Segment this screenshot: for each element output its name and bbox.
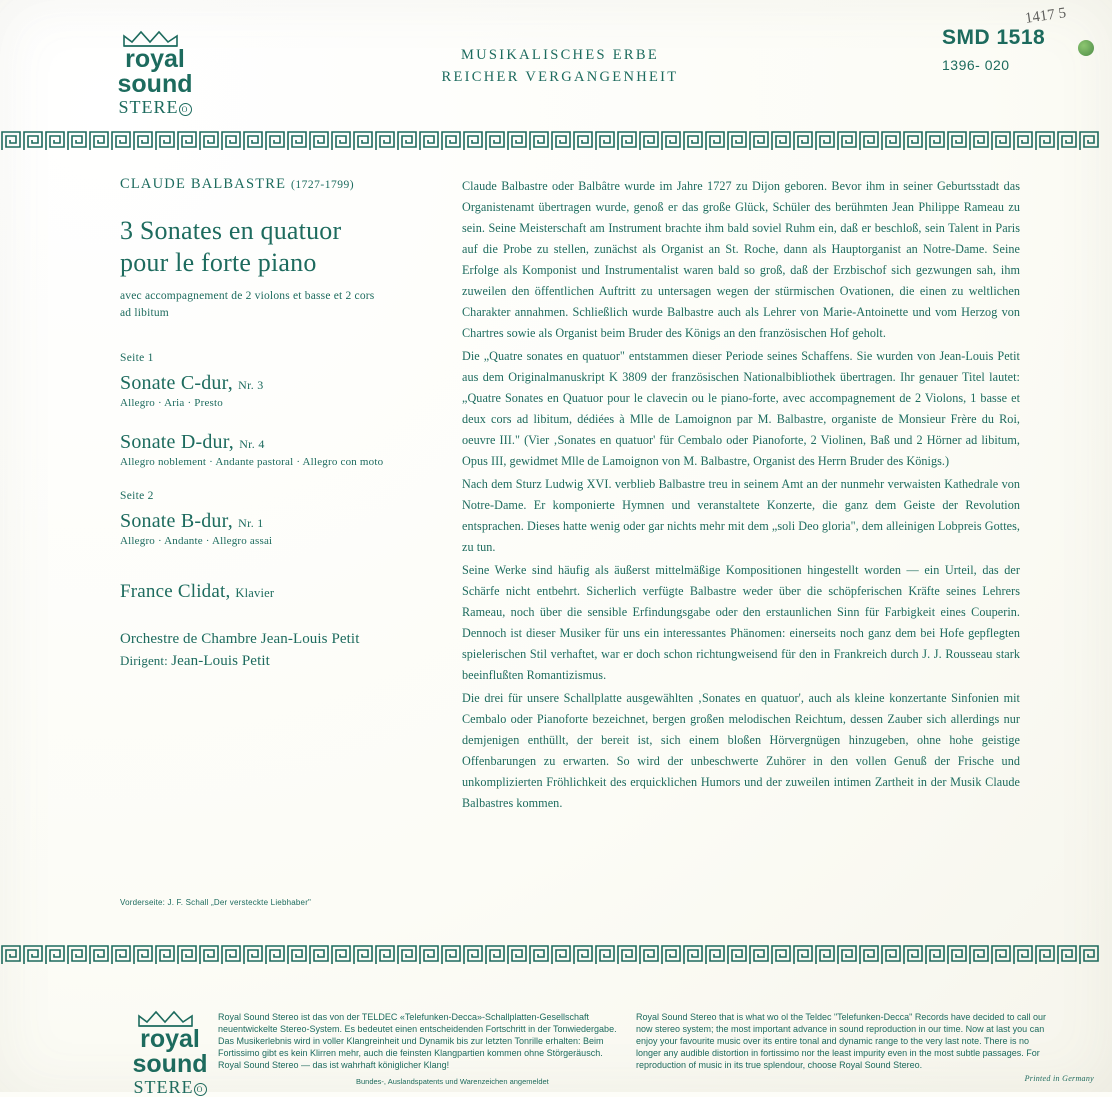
track-number: Nr. 3 [238, 377, 264, 392]
brand-name-bottom: royal sound [132, 1025, 208, 1078]
track-item [120, 431, 420, 468]
stereo-label-bottom: STERE O [100, 1078, 240, 1096]
track-title-text: Sonate D-dur, [120, 430, 234, 453]
track-movements: Allegro noblement · Andante pastoral · Allegro con moto [120, 455, 384, 468]
liner-notes-paragraph: Die „Quatre sonates en quatuor" entstammen dieser Periode seines Schaffens. Sie wurden von Jean-Louis Petit aus dem Originalmanuskript K 3809 der französischen Nationalbibliothek übertragen. Ihr genauer Titel lautet: „Quatre Sonates en Quatuor pour le clavecin ou le piano-forte, avec accompagnement de 2 Violons, 1 basse et deux cors ad libitum, dédiées à Mlle de Lamoignon par M. Balbastre, organiste de Monsieur Frère du Roi, oeuvre III." (Vier ‚Sonates en quatuor' für Cembalo oder Pianoforte, 2 Violinen, Baß und 2 Hörner ad libitum, Opus III, gewidmet Mlle de Lamoignon von M. Balbastre, Organist des Herrn Bruder des Königs.) [462, 348, 1020, 468]
stereo-label-top: STERE O [85, 98, 225, 116]
liner-notes-paragraph: Die drei für unsere Schallplatte ausgewählten ‚Sonates en quatuor', auch als kleine konzertante Sinfonien mit Cembalo oder Pianoforte bezeichnet, bergen großen melodischen Reichtum, dessen Zauber sich allerdings nur demjenigen enthüllt, der bereit ist, sich einem bloßen Hörvergnügen hinzugeben, ohne hohe geistige Offenbarungen zu erwarten. So wird der unbeschwerte Zuhörer in den vollen Genuß der Frische und unkomplizierten Fröhlichkeit des erquicklichen Humors und der zuweilen intimen Zartheit in der Musik Claude Balbastres kommen. [462, 690, 1020, 810]
track-title-text: Sonate B-dur, [120, 509, 233, 532]
header-tagline [380, 44, 740, 89]
liner-notes-paragraph: Claude Balbastre oder Balbâtre wurde im Jahre 1727 zu Dijon geboren. Bevor ihm in seiner Geburtsstadt das Organistenamt übertragen wurde, genoß er das große Glück, Schüler des berühmten Jean Philippe Rameau zu sein. Seine Meisterschaft am Instrument brachte ihm bald soviel Ruhm ein, daß er beschloß, sein Talent in Paris auf die Probe zu stellen, zunächst als Organist an St. Roche, dann als Hauptorganist an Notre-Dame. Seine Erfolge als Komponist und Instrumentalist waren bald so groß, daß der Erzbischof sich gezwungen sah, ihm zuweilen den öffentlichen Auftritt zu untersagen wegen der stürmischen Ovationen, die einen zu weltlichen Charakter annahmen. Schließlich wurde Balbastre auch als Lehrer von Marie-Antoinette und vom Herzog von Chartres sowie als Organist beim Bruder des Königs an den französischen Hof geholt. [462, 179, 1020, 340]
track-title [120, 372, 420, 395]
liner-notes [462, 176, 1020, 816]
work-title-line-2: pour le forte piano [120, 247, 317, 277]
catalog-number: SMD 1518 [942, 26, 1046, 49]
liner-notes-paragraph: Seine Werke sind häufig als äußerst mittelmäßige Kompositionen hingestellt worden — ein Urteil, das der Schärfe nicht entbehrt. Sicherlich verfügte Balbastre weder über die schöpferischen Kräfte seines Lehrers Rameau, noch über die sensible Erfindungsgabe oder den erstaunlichen Sinn für Farbigkeit eines Couperin. Dennoch ist dieser Musiker für uns ein interessantes Phänomen: einerseits noch ganz dem bei Hofe gepflegten spielerischen Stil verhaftet, war er doch schon richtungweisend für den in Frankreich durch J. J. Rousseau stark beeinflußten Romantizismus. [462, 562, 1020, 682]
soloist-line [120, 581, 420, 603]
ensemble-block [120, 629, 420, 673]
tagline-line-1: MUSIKALISCHES ERBE [460, 47, 660, 63]
soloist-name: France Clidat, [120, 580, 231, 602]
stereo-o-icon: O [179, 103, 192, 116]
work-subtitle [120, 288, 420, 321]
track-item [120, 510, 420, 547]
conductor-label: Dirigent: [120, 652, 168, 668]
composer-name: CLAUDE BALBASTRE [120, 176, 287, 192]
track-movements: Allegro · Andante · Allegro assai [120, 534, 273, 547]
side-2-label: Seite 2 [120, 489, 154, 502]
track-title [120, 431, 420, 454]
liner-notes-paragraph: Nach dem Sturz Ludwig XVI. verblieb Balbastre treu in seinem Amt an der nunmehr verwaisten Kathedrale von Notre-Dame. Er komponierte Hymnen und veranstaltete Konzerte, die ganz dem Geiste der Revolution entsprachen. Dieses hatte wenig oder gar nichts mehr mit dem „soli Deo gloria", dem alleinigen Lobpreis Gottes, zu tun. [462, 476, 1020, 554]
track-movements: Allegro · Aria · Presto [120, 396, 223, 409]
patent-notice: Bundes-, Auslandspatents und Warenzeichen angemeldet [356, 1077, 549, 1086]
track-number: Nr. 1 [238, 515, 264, 530]
tracklist-column [120, 176, 420, 672]
work-subtitle-line-2: ad libitum [120, 307, 169, 320]
catalog-block [942, 26, 1082, 73]
conductor-line [120, 651, 420, 673]
ensemble-name: Orchestre de Chambre Jean-Louis Petit [120, 630, 360, 647]
handwritten-annotation: 1417 5 [1023, 5, 1067, 27]
track-title [120, 510, 420, 533]
track-number: Nr. 4 [239, 436, 265, 451]
conductor-name: Jean-Louis Petit [171, 652, 270, 669]
greek-key-border-top [0, 130, 1112, 152]
track-title-text: Sonate C-dur, [120, 371, 233, 394]
royal-sound-logo-top [85, 28, 225, 116]
work-title [120, 215, 420, 278]
footer-text-german: Royal Sound Stereo ist das von der TELDEC «Telefunken-Decca»-Schallplatten-Gesellschaft neuentwickelte Stereo-System. Es bedeutet einen entscheidenden Fortschritt in der Tonwiedergabe. Das Musikerlebnis wird in voller Klangreinheit und Dynamik bis zur letzten Tonrille erhalten: Beim Fortissimo gibt es kein Klirren mehr, auch die feinsten Klangpartien kommen ohne Störgeräusch. Royal Sound Stereo — das ist wahrhaft königlicher Klang! [218, 1012, 617, 1070]
printed-in-notice: Printed in Germany [1024, 1074, 1094, 1083]
cover-art-credit: Vorderseite: J. F. Schall „Der versteckte Liebhaber" [120, 898, 312, 907]
work-title-line-1: 3 Sonates en quatuor [120, 216, 342, 245]
composer-years: (1727-1799) [291, 179, 355, 191]
composer-line [120, 176, 420, 193]
soloist-instrument: Klavier [235, 585, 275, 600]
side-1-label: Seite 1 [120, 351, 154, 364]
catalog-subnumber: 1396- 020 [942, 57, 1010, 73]
footer-text-english: Royal Sound Stereo that is what wo ol the Teldec "Telefunken-Decca" Records have decided to call our now stereo system; the most important advance in sound reproduction in our time. Now at last you can enjoy your favourite music over its entire tonal and dynamic range to the very last note. There is no longer any audible distortion in fortissimo nor the least impurity even in the most subtle passages. For reproduction of music in its true splendour, choose Royal Sound Stereo. [636, 1012, 1046, 1070]
brand-name-top: royal sound [117, 45, 193, 98]
greek-key-border-bottom [0, 944, 1112, 966]
track-item [120, 372, 420, 409]
work-subtitle-line-1: avec accompagnement de 2 violons et basse et 2 cors [120, 290, 375, 303]
tagline-line-2: REICHER VERGANGENHEIT [441, 69, 679, 86]
stereo-o-icon: O [194, 1083, 207, 1096]
